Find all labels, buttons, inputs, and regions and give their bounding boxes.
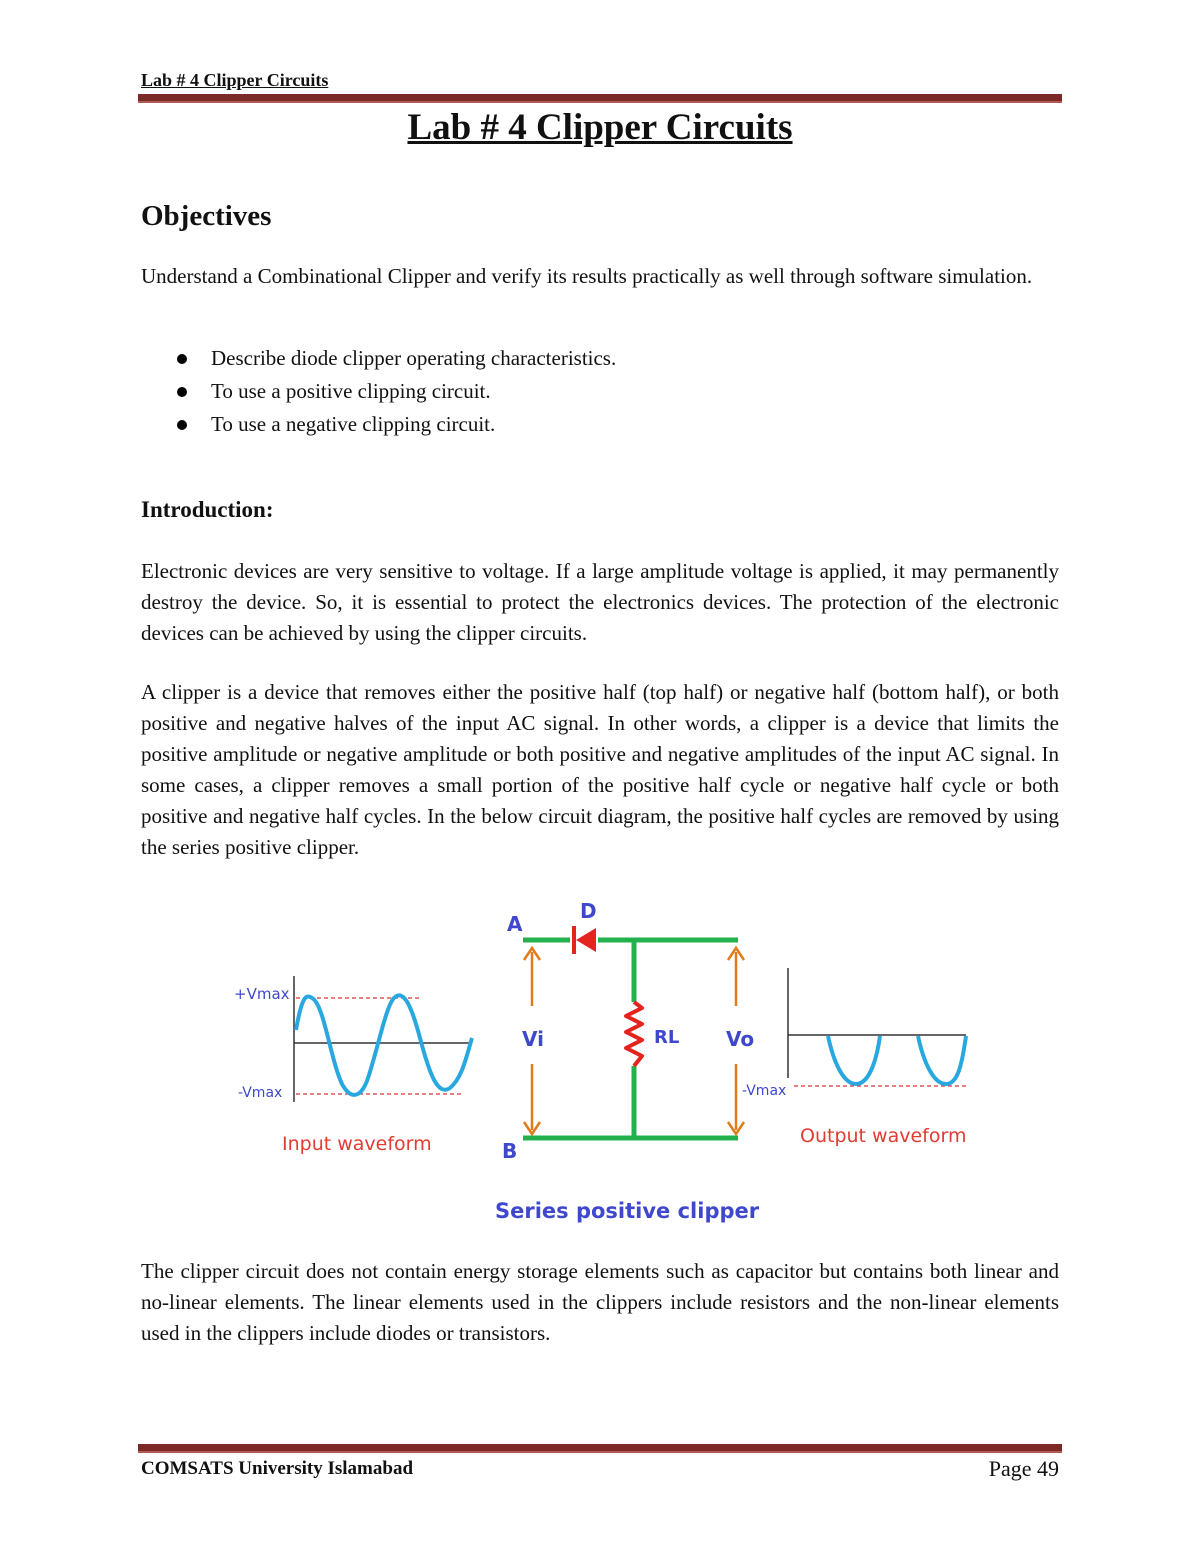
running-header: Lab # 4 Clipper Circuits: [141, 70, 329, 90]
bullet-icon: [177, 420, 187, 430]
list-item-text: To use a positive clipping circuit.: [211, 379, 491, 403]
bullet-icon: [177, 354, 187, 364]
input-waveform-caption: Input waveform: [282, 1133, 432, 1155]
list-item: [141, 408, 616, 441]
header-rule: [138, 94, 1062, 103]
list-item-text: Describe diode clipper operating characteristics.: [211, 346, 617, 370]
page-number: Page 49: [988, 1456, 1059, 1481]
vo-label: Vo: [726, 1027, 755, 1051]
input-vmax-pos-label: +Vmax: [234, 985, 290, 1003]
node-a-label: A: [507, 912, 523, 936]
list-item: [141, 342, 616, 375]
introduction-heading: Introduction:: [141, 497, 274, 522]
list-item-text: To use a negative clipping circuit.: [211, 412, 496, 436]
rl-label: RL: [654, 1027, 680, 1048]
introduction-paragraph-2: A clipper is a device that removes either the positive half (top half) or negative half (bottom half), or both positive and negative halves of the input AC signal. In other words, a clipper is a device that limits the positive amplitude or negative amplitude or both positive and negative amplitudes of the input AC signal. In some cases, a clipper removes a small portion of the positive half cycle or negative half cycle or both positive and negative half cycles. In the below circuit diagram, the positive half cycles are removed by using the series positive clipper.: [141, 680, 1059, 859]
diode-label: D: [580, 899, 597, 923]
closing-paragraph: The clipper circuit does not contain energy storage elements such as capacitor but contains both linear and no-linear elements. The linear elements used in the clippers include resistors and the non-linear elements used in the clippers include diodes or transistors.: [141, 1259, 1059, 1345]
vi-label: Vi: [522, 1027, 544, 1051]
footer-institution: COMSATS University Islamabad: [141, 1458, 414, 1479]
objectives-text: Understand a Combinational Clipper and verify its results practically as well through software simulation.: [141, 264, 1033, 288]
output-waveform-caption: Output waveform: [800, 1125, 967, 1147]
page-title-text: Lab # 4 Clipper Circuits: [407, 107, 793, 148]
introduction-paragraph-1: Electronic devices are very sensitive to voltage. If a large amplitude voltage is applied, it may permanently destroy the device. So, it is essential to protect the electronics devices. The protection of the electronic devices can be achieved by using the clipper circuits.: [141, 559, 1059, 645]
output-waveform-cycle-2: [918, 1036, 966, 1084]
list-item: [141, 375, 616, 408]
page-title: [0, 106, 1200, 149]
objectives-heading: Objectives: [141, 200, 272, 232]
bullet-icon: [177, 387, 187, 397]
output-waveform-cycle-1: [828, 1036, 880, 1084]
footer-rule: [138, 1444, 1062, 1453]
resistor-symbol: [626, 1002, 642, 1066]
output-vmax-neg-label: -Vmax: [742, 1083, 787, 1099]
input-vmax-neg-label: -Vmax: [238, 1085, 283, 1101]
objectives-list: [141, 342, 616, 441]
clipper-circuit-diagram: [220, 888, 980, 1238]
node-b-label: B: [502, 1139, 518, 1163]
figure-caption: Series positive clipper: [495, 1199, 760, 1223]
clipper-circuit-figure: [220, 888, 980, 1238]
input-waveform: [296, 995, 472, 1094]
